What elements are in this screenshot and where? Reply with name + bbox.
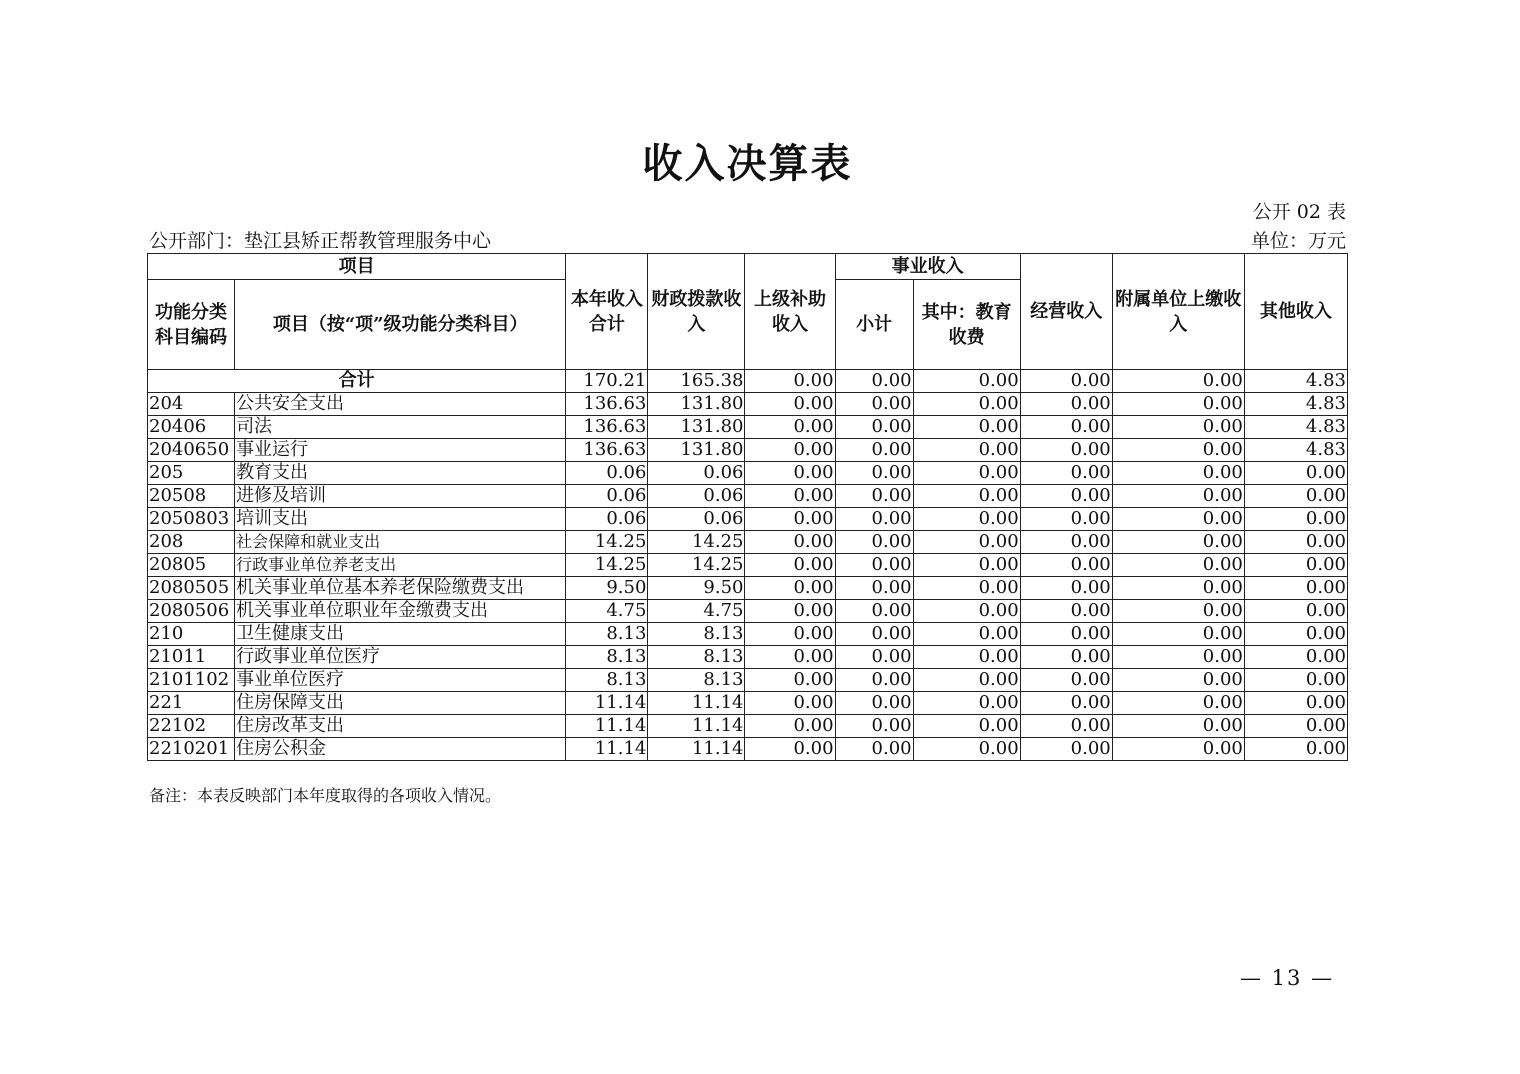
header-subtotal: 小计	[835, 280, 913, 370]
row-value: 0.00	[1112, 669, 1244, 692]
row-value: 136.63	[566, 393, 648, 416]
row-value: 0.00	[1020, 531, 1112, 554]
row-value: 0.00	[1020, 393, 1112, 416]
row-value: 0.00	[745, 508, 835, 531]
row-code: 2040650	[148, 439, 235, 462]
header-other: 其他收入	[1244, 254, 1347, 370]
row-name: 事业运行	[235, 439, 566, 462]
page-title: 收入决算表	[642, 140, 853, 187]
header-education: 其中：教育收费	[913, 280, 1020, 370]
row-value: 0.00	[745, 715, 835, 738]
row-value: 0.00	[913, 738, 1020, 761]
row-value: 0.00	[835, 462, 913, 485]
row-value: 14.25	[566, 531, 648, 554]
row-code: 20805	[148, 554, 235, 577]
table-row	[148, 554, 1348, 577]
row-value: 0.00	[1244, 600, 1347, 623]
row-value: 0.00	[1112, 462, 1244, 485]
row-value: 0.06	[566, 485, 648, 508]
row-value: 0.00	[913, 485, 1020, 508]
table-row	[148, 416, 1348, 439]
row-code: 2080505	[148, 577, 235, 600]
row-value: 0.00	[745, 669, 835, 692]
row-code: 20508	[148, 485, 235, 508]
row-value: 4.75	[648, 600, 745, 623]
table-row	[148, 623, 1348, 646]
row-value: 0.00	[745, 416, 835, 439]
row-value: 8.13	[648, 646, 745, 669]
header-operating: 经营收入	[1020, 254, 1112, 370]
row-value: 8.13	[648, 669, 745, 692]
row-code: 2101102	[148, 669, 235, 692]
row-value: 0.00	[1020, 692, 1112, 715]
row-value: 0.00	[1112, 393, 1244, 416]
row-value: 0.06	[566, 508, 648, 531]
table-row	[148, 508, 1348, 531]
total-cell: 165.38	[648, 370, 745, 393]
row-code: 221	[148, 692, 235, 715]
row-value: 11.14	[566, 715, 648, 738]
row-value: 4.83	[1244, 439, 1347, 462]
row-value: 11.14	[648, 692, 745, 715]
row-code: 20406	[148, 416, 235, 439]
header-business-group: 事业收入	[835, 254, 1020, 280]
row-value: 0.00	[1112, 554, 1244, 577]
row-value: 131.80	[648, 416, 745, 439]
row-value: 131.80	[648, 439, 745, 462]
row-value: 0.00	[1020, 600, 1112, 623]
row-value: 0.00	[1112, 715, 1244, 738]
total-cell: 0.00	[913, 370, 1020, 393]
department-label: 公开部门：垫江县矫正帮教管理服务中心	[149, 230, 492, 252]
row-value: 8.13	[566, 623, 648, 646]
row-value: 0.00	[835, 393, 913, 416]
row-value: 0.00	[1020, 715, 1112, 738]
row-value: 11.14	[648, 738, 745, 761]
row-value: 0.00	[1020, 416, 1112, 439]
row-value: 0.00	[1020, 738, 1112, 761]
row-code: 204	[148, 393, 235, 416]
row-value: 0.00	[745, 439, 835, 462]
row-value: 0.00	[1244, 485, 1347, 508]
row-value: 0.00	[745, 393, 835, 416]
row-value: 0.00	[835, 485, 913, 508]
table-row	[148, 439, 1348, 462]
table-row	[148, 531, 1348, 554]
row-value: 0.00	[1020, 508, 1112, 531]
row-value: 0.00	[1244, 531, 1347, 554]
row-value: 0.00	[1020, 485, 1112, 508]
row-value: 0.00	[835, 623, 913, 646]
row-value: 0.00	[913, 508, 1020, 531]
row-value: 0.00	[1112, 577, 1244, 600]
row-value: 0.00	[913, 715, 1020, 738]
table-row	[148, 600, 1348, 623]
row-value: 0.00	[913, 623, 1020, 646]
row-code: 2080506	[148, 600, 235, 623]
row-value: 0.00	[913, 531, 1020, 554]
row-value: 0.00	[913, 393, 1020, 416]
row-value: 0.00	[745, 531, 835, 554]
row-value: 0.00	[913, 600, 1020, 623]
row-value: 0.06	[648, 462, 745, 485]
row-value: 9.50	[566, 577, 648, 600]
row-value: 0.00	[745, 554, 835, 577]
row-value: 4.83	[1244, 416, 1347, 439]
row-name: 培训支出	[235, 508, 566, 531]
row-value: 136.63	[566, 416, 648, 439]
total-cell: 4.83	[1244, 370, 1347, 393]
row-value: 4.75	[566, 600, 648, 623]
row-value: 0.00	[835, 508, 913, 531]
total-cell: 0.00	[745, 370, 835, 393]
row-value: 0.00	[1112, 508, 1244, 531]
row-value: 0.00	[1244, 554, 1347, 577]
row-value: 14.25	[648, 554, 745, 577]
row-name: 机关事业单位基本养老保险缴费支出	[235, 577, 566, 600]
row-value: 131.80	[648, 393, 745, 416]
table-body	[148, 370, 1348, 761]
row-value: 0.00	[1112, 485, 1244, 508]
row-value: 8.13	[648, 623, 745, 646]
row-code: 208	[148, 531, 235, 554]
row-value: 0.00	[835, 738, 913, 761]
row-code: 205	[148, 462, 235, 485]
row-value: 0.00	[913, 646, 1020, 669]
table-row	[148, 485, 1348, 508]
row-code: 210	[148, 623, 235, 646]
total-cell: 0.00	[1020, 370, 1112, 393]
total-cell: 170.21	[566, 370, 648, 393]
header-item-name: 项目（按“项”级功能分类科目）	[235, 280, 566, 370]
row-value: 0.00	[913, 416, 1020, 439]
row-value: 0.06	[648, 485, 745, 508]
row-value: 0.06	[566, 462, 648, 485]
row-value: 0.00	[1020, 554, 1112, 577]
row-value: 0.00	[1112, 531, 1244, 554]
form-number: 公开 02 表	[1252, 201, 1346, 223]
row-value: 0.00	[745, 692, 835, 715]
row-value: 0.06	[648, 508, 745, 531]
header-superior: 上级补助收入	[745, 254, 835, 370]
header-affiliated: 附属单位上缴收入	[1112, 254, 1244, 370]
row-value: 0.00	[835, 646, 913, 669]
row-value: 0.00	[1020, 439, 1112, 462]
row-value: 0.00	[1244, 462, 1347, 485]
row-value: 11.14	[566, 692, 648, 715]
row-value: 8.13	[566, 669, 648, 692]
row-value: 0.00	[1112, 692, 1244, 715]
row-value: 0.00	[1244, 692, 1347, 715]
table-row	[148, 646, 1348, 669]
row-value: 11.14	[566, 738, 648, 761]
row-name: 卫生健康支出	[235, 623, 566, 646]
row-value: 0.00	[745, 623, 835, 646]
row-value: 0.00	[835, 554, 913, 577]
unit-label: 单位：万元	[1250, 230, 1346, 252]
row-name: 公共安全支出	[235, 393, 566, 416]
row-value: 4.83	[1244, 393, 1347, 416]
row-value: 0.00	[1244, 508, 1347, 531]
header-total: 本年收入合计	[566, 254, 648, 370]
row-name: 行政事业单位养老支出	[235, 554, 566, 577]
row-value: 0.00	[1112, 416, 1244, 439]
row-value: 0.00	[745, 738, 835, 761]
table-note: 备注：本表反映部门本年度取得的各项收入情况。	[149, 786, 502, 805]
row-value: 0.00	[835, 715, 913, 738]
row-code: 21011	[148, 646, 235, 669]
header-item-group: 项目	[148, 254, 566, 280]
row-value: 0.00	[1244, 738, 1347, 761]
row-name: 事业单位医疗	[235, 669, 566, 692]
row-value: 0.00	[745, 462, 835, 485]
row-value: 0.00	[913, 577, 1020, 600]
row-value: 0.00	[745, 577, 835, 600]
row-value: 0.00	[1244, 715, 1347, 738]
row-value: 0.00	[1020, 646, 1112, 669]
table-row	[148, 738, 1348, 761]
total-cell: 0.00	[835, 370, 913, 393]
row-value: 0.00	[1020, 462, 1112, 485]
header-fiscal: 财政拨款收入	[648, 254, 745, 370]
row-value: 0.00	[1112, 623, 1244, 646]
header-code: 功能分类科目编码	[148, 280, 235, 370]
row-value: 0.00	[1112, 738, 1244, 761]
row-value: 0.00	[1244, 623, 1347, 646]
row-name: 住房改革支出	[235, 715, 566, 738]
row-code: 2050803	[148, 508, 235, 531]
row-value: 0.00	[1112, 439, 1244, 462]
row-value: 0.00	[913, 669, 1020, 692]
row-value: 136.63	[566, 439, 648, 462]
table-row	[148, 692, 1348, 715]
table-row	[148, 462, 1348, 485]
row-value: 0.00	[913, 692, 1020, 715]
row-value: 0.00	[1112, 646, 1244, 669]
row-name: 社会保障和就业支出	[235, 531, 566, 554]
income-table	[147, 253, 1348, 761]
row-value: 0.00	[1244, 669, 1347, 692]
row-code: 2210201	[148, 738, 235, 761]
row-value: 0.00	[1244, 577, 1347, 600]
row-value: 0.00	[1020, 623, 1112, 646]
total-row	[148, 370, 1348, 393]
row-value: 0.00	[913, 554, 1020, 577]
row-value: 0.00	[745, 646, 835, 669]
row-value: 14.25	[648, 531, 745, 554]
row-value: 14.25	[566, 554, 648, 577]
row-name: 进修及培训	[235, 485, 566, 508]
row-name: 教育支出	[235, 462, 566, 485]
row-value: 0.00	[835, 669, 913, 692]
row-code: 22102	[148, 715, 235, 738]
row-name: 司法	[235, 416, 566, 439]
row-name: 机关事业单位职业年金缴费支出	[235, 600, 566, 623]
row-value: 0.00	[1020, 577, 1112, 600]
row-value: 0.00	[913, 439, 1020, 462]
row-value: 0.00	[835, 692, 913, 715]
row-value: 0.00	[835, 577, 913, 600]
row-value: 8.13	[566, 646, 648, 669]
table-row	[148, 715, 1348, 738]
row-value: 0.00	[913, 462, 1020, 485]
total-cell: 0.00	[1112, 370, 1244, 393]
row-value: 0.00	[1244, 646, 1347, 669]
row-value: 0.00	[835, 531, 913, 554]
row-name: 住房公积金	[235, 738, 566, 761]
row-value: 9.50	[648, 577, 745, 600]
row-name: 行政事业单位医疗	[235, 646, 566, 669]
table-row	[148, 577, 1348, 600]
total-label: 合计	[148, 370, 566, 393]
table-row	[148, 669, 1348, 692]
row-name: 住房保障支出	[235, 692, 566, 715]
table-row	[148, 393, 1348, 416]
row-value: 11.14	[648, 715, 745, 738]
row-value: 0.00	[835, 416, 913, 439]
row-value: 0.00	[1020, 669, 1112, 692]
row-value: 0.00	[1112, 600, 1244, 623]
page-number: — 13 —	[1240, 966, 1335, 990]
row-value: 0.00	[745, 600, 835, 623]
row-value: 0.00	[745, 485, 835, 508]
row-value: 0.00	[835, 600, 913, 623]
row-value: 0.00	[835, 439, 913, 462]
